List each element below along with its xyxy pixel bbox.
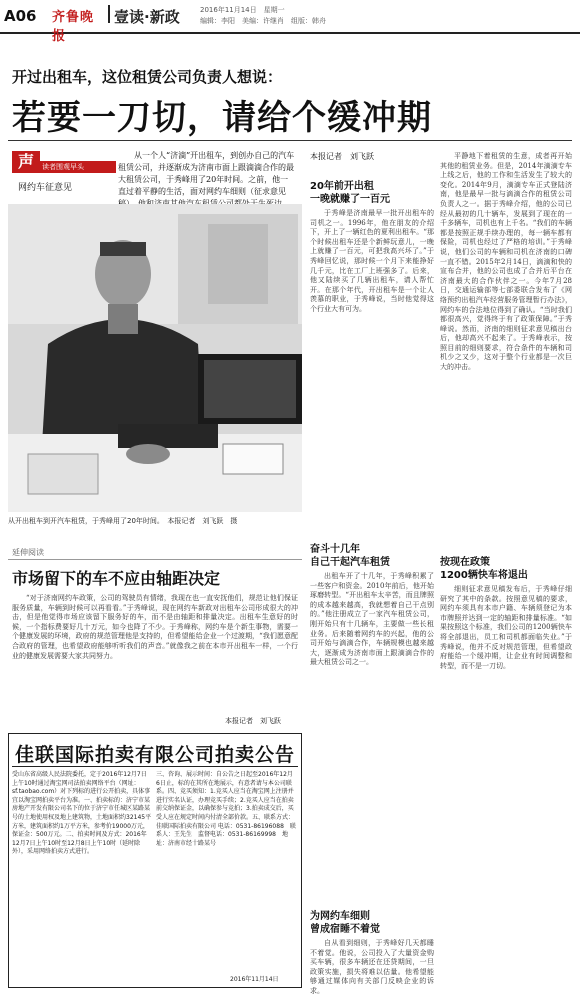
extended-body: “对于济南网约车政策，公司的驾驶员有情绪，我现在也一直安抚他们，规范让他们保证服务质量，车辆到时候可以再看看。”于秀峰说，现在网约车新政对出租车公司形成很大的冲击，但是他觉得市场应该留下服务好的车，而不是由轴距和排量决定。出租车生意好的时候，一个指标费要好几十万元，如今也降了不少。于秀峰称，网约车是个新生事物，需要一个健康发展的环境，政府的规范管理他是支持的，但希望能给企业一个过渡期，“我们愿意配合政府的管理，也希望政府能够听听我们的声音。”就像我之前在本市开出租车一样，一个行业的健康发展需要大家共同努力。	[12, 594, 298, 660]
extended-signature: 本报记者 刘飞跃	[225, 717, 281, 725]
badge-mark: 声	[12, 151, 40, 173]
issue-date: 2016年11月14日 星期一	[200, 6, 285, 14]
article-column-2	[310, 180, 434, 995]
auction-notice-date: 2016年11月14日	[230, 976, 279, 983]
headline-rule	[8, 140, 572, 141]
column-body: 平静地下着租赁的生意，成者再开始其他的租赁业务。但是，2014年滴滴专车上线之后，他的工作和生活发生了较大的变化。2014年9月，滴滴专车正式登陆济南，他是最早一批与滴滴合作的租赁公司负责人之一。据于秀峰介绍，他的公司已经从最初的几十辆车，发展到了现在的一千多辆车，司机也有上千名。“我们的车辆都是按照正规手续办理的，每一辆车都有保险，司机也经过了严格的培训。”于秀峰说，他们公司的车辆和司机在济南的口碑一直不错。2015年2月14日，滴滴和快的宣布合并，他的公司也成了合并后平台在济南最大的合作伙伴之一。今年7月28日，交通运输部等七部委联合发布了《网络预约出租汽车经营服务管理暂行办法》，网约车的合法地位得到了确认。“当时我们都很高兴，觉得终于有了政策保障。”于秀峰说。然而，济南的细则征求意见稿出台后，他却高兴不起来了。于秀峰表示，按照目前的细则要求，符合条件的车辆和司机少之又少，这对于整个行业都是一次巨大的冲击。	[440, 152, 572, 372]
article-lead: 从一个人“济滴”开出租车，到创办自己的汽车租赁公司，并逐渐成为济南市面上跟滴滴合作的最大租赁公司，于秀峰用了20年时间。之前，他一直过着平静的生活，面对网约车细则（征求意见	[118, 151, 295, 196]
byline: 本报记者 刘飞跃	[310, 152, 374, 161]
extended-title: 市场留下的车不应由轴距决定	[12, 569, 221, 588]
section-body: 细则征求意见稿发布后，于秀峰仔细研究了其中的条款。按照意见稿的要求，网约车须具有本市户籍、车辆须登记为本市牌照并达到一定的轴距和排量标准。“如果按照这个标准，我们公司的1200辆快车将全部退出，员工和司机都面临失业。”于秀峰说，他并不反对规范管理，但希望政府能给一个缓冲期，让企业有时间调整和转型，而不是一刀切。	[440, 585, 572, 670]
auction-notice-rule	[12, 766, 298, 767]
newspaper-logo: 齐鲁晚报	[52, 10, 95, 44]
section-subhead: 奋斗十几年 自己干起汽车租赁	[310, 544, 390, 568]
section-divider	[108, 5, 110, 23]
section-subhead: 按现在政策 1200辆快车将退出	[440, 557, 528, 581]
section-title: 壹读·新政	[114, 8, 180, 26]
extended-rule	[8, 559, 302, 560]
badge-caption: 网约车征意见	[18, 183, 73, 193]
section-body: 自从看到细则，于秀峰好几天都睡不着觉。他说，公司投入了大量资金购买车辆，很多车辆还在还贷期间，一旦政策实施，损失将难以估量。他希望能够通过媒体向有关部门反映企业的诉求。	[310, 939, 434, 995]
auction-notice-left: 受山东省高级人民法院委托，定于2016年12月7日上午10时通过淘宝网司法拍卖网络平台（网址：sf.taobao.com）对下列标的进行公开拍卖，具体事宜以淘宝网拍卖平台为准。一、拍卖标的：济宁市某房地产开发有限公司名下的位于济宁市任城区某路某号的土地使用权及地上建筑物，土地面积约32145平方米，建筑面积约1万平方米，参考价19000万元，保证金：500万元。二、拍卖时间及方式：2016年12月7日上午10时至12月8日上午10时（延时除外），采用网络拍卖方式进行。	[12, 771, 152, 856]
section-body: 出租车开了十几年，于秀峰积累了一些客户和资金。2010年前后，他开始琢磨转型。“开出租车太辛苦，而且牌照的成本越来越高，我就想着自己干点别的。”他注册成立了一家汽车租赁公司，刚开始只有十几辆车，主要做一些长租业务。后来随着网约车的兴起，他的公司开始与滴滴合作，车辆规模也越来越大，逐渐成为济南市面上跟滴滴合作的最大租赁公司之一。	[310, 572, 434, 667]
auction-notice-right: 三、咨询、展示时间：自公告之日起至2016年12月6日止，标的在其所在地展示，有意者请与本公司联系。四、竞买须知：1.竞买人应当在淘宝网上注册并进行实名认证，办理竞买手续；2.竞买人应当在拍卖前交纳保证金，以确保参与竞拍；3.拍卖成交后，买受人应在规定时间内付清全部价款。五、联系方式：佳联国际拍卖有限公司 电话：0531-86196088 联系人：王先生 监督电话：0531-86169998 地址：济南市经十路某号	[156, 771, 296, 847]
photo-caption: 从开出租车到开汽车租赁，于秀峰用了20年时间。 本报记者 刘飞跃 摄	[8, 517, 238, 525]
article-photo	[8, 204, 302, 512]
extended-label: 延伸阅读	[12, 548, 44, 557]
page-number: A06	[4, 7, 37, 25]
column-badge	[12, 147, 122, 175]
section-body: 于秀峰是济南最早一批开出租车的司机之一。1996年，他在朋友的介绍下，开上了一辆红色的夏利出租车。“那个时候出租车还是个新鲜玩意儿，一晚上就赚了一百元，可把我高兴坏了。”于秀峰回忆说，那时候一个月下来能挣好几千元，比在工厂上班强多了。后来，他又陆续买了几辆出租车，请人帮忙开。在那个年代，开出租车是一个让人羡慕的职业，于秀峰说，当时他觉得这个行业大有可为。	[310, 209, 434, 313]
office-photo-illustration	[8, 204, 302, 512]
article-headline: 若要一刀切，请给个缓冲期	[12, 98, 432, 138]
section-subhead: 20年前开出租 一晚就赚了一百元	[310, 181, 390, 205]
auction-notice-title: 佳联国际拍卖有限公司拍卖公告	[14, 744, 295, 766]
article-kicker: 开过出租车，这位租赁公司负责人想说：	[12, 68, 283, 86]
badge-label: 读者围观早头	[36, 161, 116, 173]
article-column-3	[440, 152, 572, 981]
editors-line: 编辑：李阳 美编：许继肖 组版：韩舟	[200, 17, 326, 25]
section-subhead: 为网约车细则 曾成宿睡不着觉	[310, 911, 380, 935]
